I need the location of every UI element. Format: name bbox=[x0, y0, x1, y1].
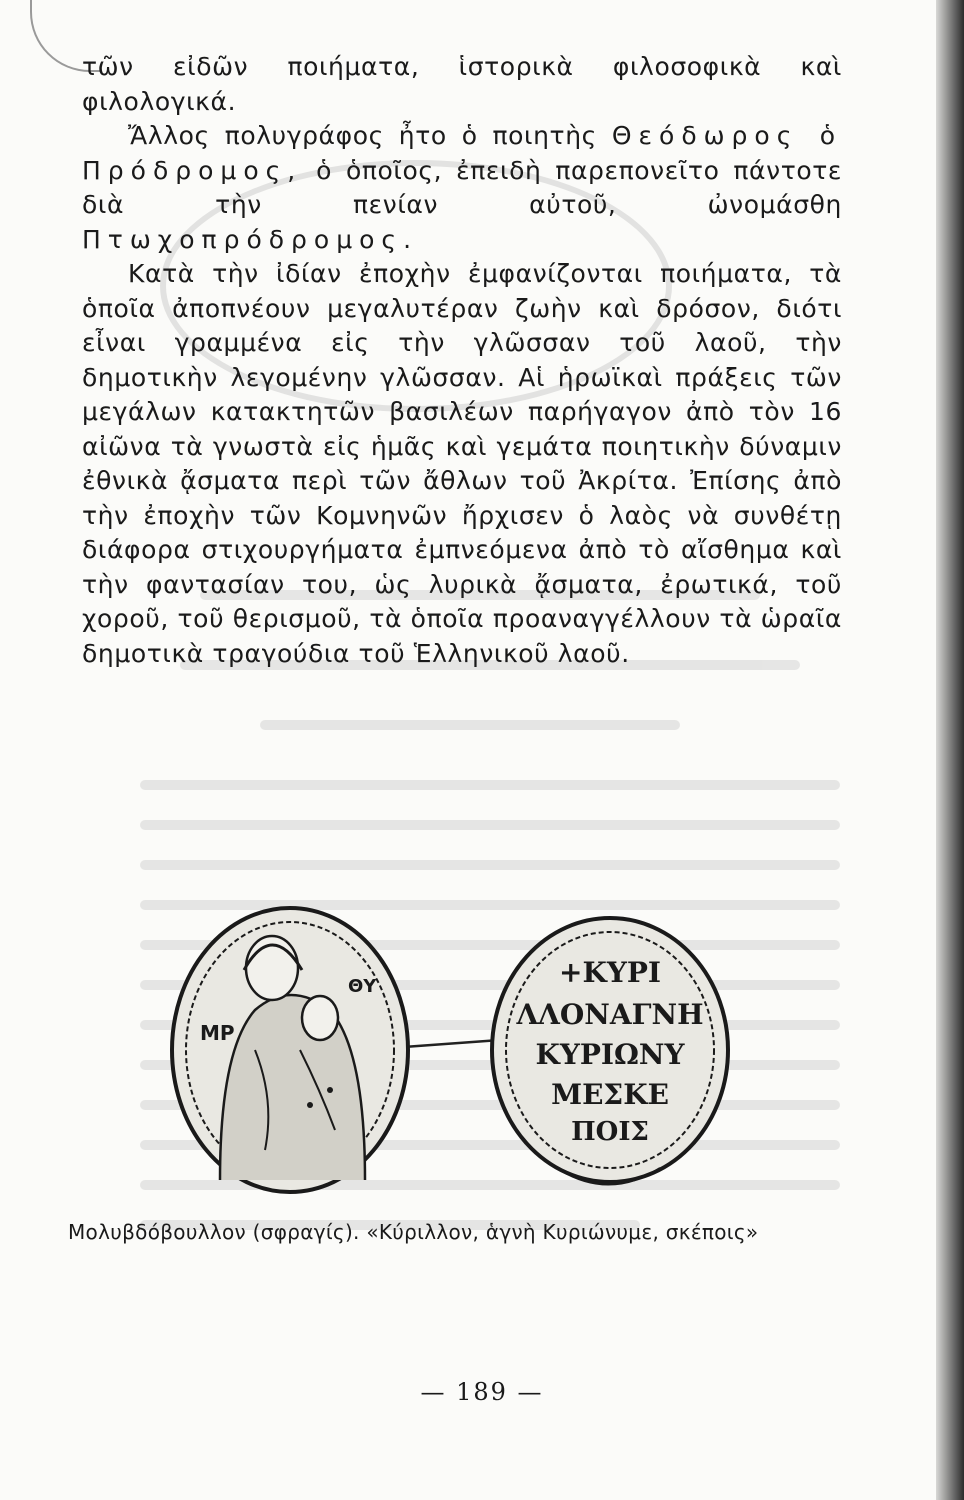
reverse-line-5: ΠΟΙΣ bbox=[571, 1117, 649, 1147]
reverse-line-3: ΚΥΡΙΩΝΥ bbox=[535, 1038, 685, 1071]
paragraph-3: Κατὰ τὴν ἰδίαν ἐποχὴν ἐμφανίζονται ποιήματα, τὰ ὁποῖα ἀποπνέουν μεγαλυτέραν ζωὴν καὶ δρόσον, διότι εἶναι γραμμένα εἰς τὴν γλῶσσαν τοῦ λαοῦ, τὴν δημοτικὴν λεγομένην γλῶσσαν. Αἱ ἡρωϊκαὶ πράξεις τῶν μεγάλων κατακτητῶν βασιλέων παρήγαγον ἀπὸ τὸν 16 αἰῶνα τὰ γνωστὰ εἰς ἡμᾶς καὶ γεμάτα ποιητικὴν δύναμιν ἐθνικὰ ᾄσματα περὶ τῶν ἄθλων τοῦ Ἀκρίτα. Ἐπίσης ἀπὸ τὴν ἐποχὴν τῶν Κομνηνῶν ἤρχισεν ὁ λαὸς νὰ συνθέτῃ διάφορα στιχουργήματα ἐμπνεόμενα ἀπὸ τὸ αἴσθημα καὶ τὴν φαντασίαν του, ὡς λυρικὰ ᾄσματα, ἐρωτικά, τοῦ χοροῦ, τοῦ θερισμοῦ, τὰ ὁποῖα προαναγγέλλουν τὰ ὡραῖα δημοτικὰ τραγούδια τοῦ Ἑλληνικοῦ λαοῦ. bbox=[82, 259, 842, 668]
name-theodoros: Θεόδωρος ὁ bbox=[611, 121, 842, 150]
lead-seal-illustration bbox=[160, 900, 740, 1200]
body-text bbox=[82, 50, 842, 671]
reverse-line-2: ΛΛΟΝΑΓΝΗ bbox=[516, 998, 704, 1031]
paragraph-1-tail: τῶν εἰδῶν ποιήματα, ἱστορικὰ φιλοσοφικὰ καὶ φιλολογικά. bbox=[82, 52, 842, 116]
seal-reverse bbox=[492, 918, 728, 1185]
paragraph-2 bbox=[82, 119, 842, 257]
obverse-label-thy: ΘΥ bbox=[348, 976, 377, 997]
book-spine-shadow bbox=[936, 0, 964, 1500]
name-prodromos: Πρόδρομος, bbox=[82, 155, 303, 185]
seal-obverse bbox=[172, 908, 408, 1192]
figure-caption: Μολυβδόβουλλον (σφραγίς). «Κύριλλον, ἁγνὴ Κυριώνυμε, σκέποις» bbox=[68, 1220, 759, 1244]
reverse-line-1: +ΚΥΡΙ bbox=[559, 956, 661, 989]
paragraph-2-middle: ὁ ὁποῖος, ἐπειδὴ παρεπονεῖτο πάντοτε διὰ τὴν πενίαν αὐτοῦ, ὠνομάσθη bbox=[82, 155, 842, 219]
name-ptochoprodromos: Πτωχοπρόδρομος. bbox=[82, 224, 419, 254]
obverse-label-mr: ΜΡ bbox=[200, 1021, 235, 1045]
page-number: — 189 — bbox=[420, 1378, 544, 1406]
paragraph-2-lead: Ἄλλος πολυγράφος ἦτο ὁ ποιητὴς bbox=[128, 121, 597, 150]
reverse-line-4: ΜΕΣΚΕ bbox=[551, 1078, 669, 1111]
